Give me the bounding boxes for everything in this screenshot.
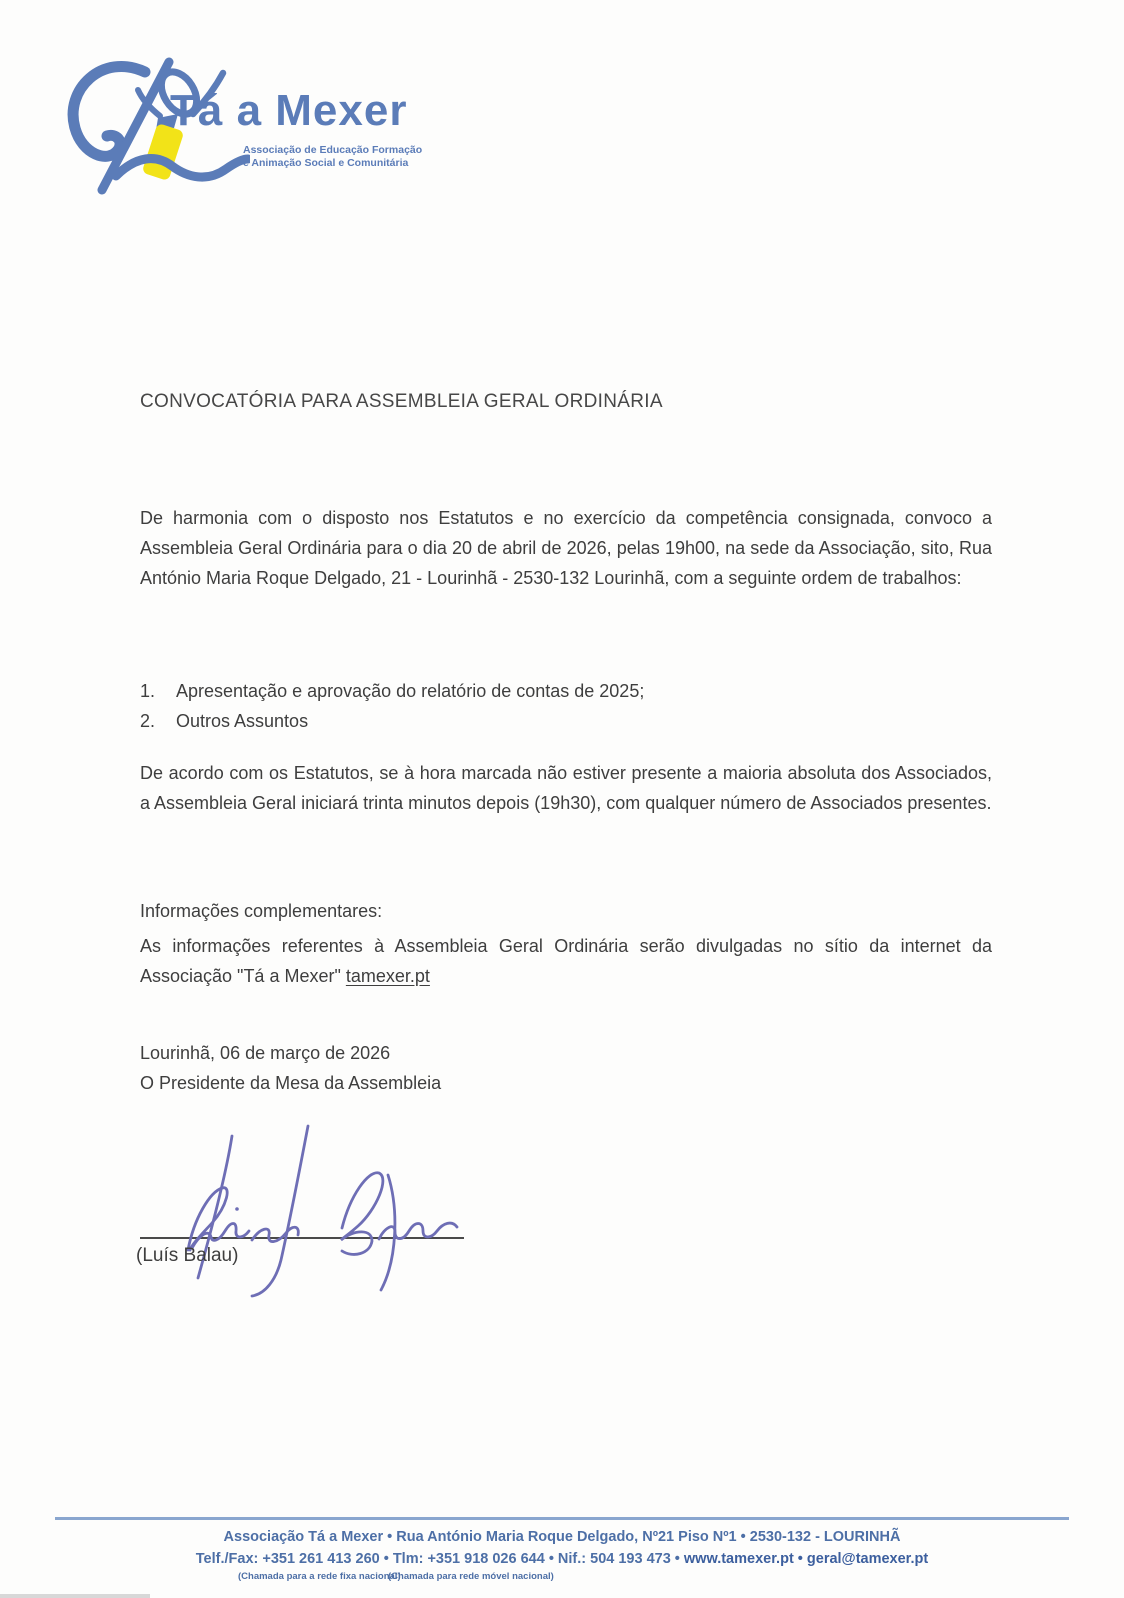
quorum-paragraph: De acordo com os Estatutos, se à hora marcada não estiver presente a maioria absoluta dos Associados, a Assembleia Geral iniciará trinta minutos depois (19h30), com qualquer número de Associados presentes. xyxy=(140,763,992,813)
agenda-item-text: Apresentação e aprovação do relatório de contas de 2025; xyxy=(176,681,645,701)
footer-note-fixed-network: (Chamada para a rede fixa nacional) xyxy=(238,1571,401,1582)
agenda-item xyxy=(140,676,992,706)
website-link[interactable]: tamexer.pt xyxy=(345,966,430,986)
footer-address-line: Associação Tá a Mexer • Rua António Maria Roque Delgado, Nº21 Piso Nº1 • 2530-132 - LOURINHÃ xyxy=(223,1529,901,1545)
place-date-line: Lourinhã, 06 de março de 2026 xyxy=(140,1043,391,1063)
scan-artifact xyxy=(0,1594,150,1598)
footer-web-email[interactable]: www.tamexer.pt • geral@tamexer.pt xyxy=(683,1551,929,1567)
opening-paragraph: De harmonia com o disposto nos Estatutos e no exercício da competência consignada, convoco a Assembleia Geral Ordinária para o dia 20 de abril de 2026, pelas 19h00, na sede da Associação, sito, Rua António Maria Roque Delgado, 21 - Lourinhã - 2530-132 Lourinhã, com a seguinte ordem de trabalhos: xyxy=(140,508,992,588)
logo-wordmark: Tá a Mexer xyxy=(170,86,408,135)
agenda-list xyxy=(140,676,992,736)
logo-subtitle-line2: e Animação Social e Comunitária xyxy=(243,156,409,169)
logo-subtitle xyxy=(243,144,422,169)
signer-name: (Luís Balau) xyxy=(136,1245,239,1266)
footer-divider xyxy=(55,1517,1069,1520)
footer-note-mobile-network: (Chamada para rede móvel nacional) xyxy=(388,1571,554,1582)
info-heading: Informações complementares: xyxy=(140,901,383,921)
president-title-line: O Presidente da Mesa da Assembleia xyxy=(140,1073,442,1093)
handwritten-signature xyxy=(148,1108,484,1298)
agenda-item-text: Outros Assuntos xyxy=(176,711,309,731)
agenda-item-number: 2. xyxy=(140,711,156,731)
logo-subtitle-line1: Associação de Educação Formação xyxy=(243,144,423,156)
association-logo xyxy=(0,0,520,210)
agenda-item-number: 1. xyxy=(140,681,156,701)
agenda-item xyxy=(140,706,992,736)
info-paragraph xyxy=(140,931,992,991)
info-paragraph-text: As informações referentes à Assembleia Geral Ordinária serão divulgadas no sítio da internet da Associação "Tá a Mexer" xyxy=(140,936,992,986)
footer-contacts-line xyxy=(0,1551,1124,1567)
document-title: CONVOCATÓRIA PARA ASSEMBLEIA GERAL ORDINÁRIA xyxy=(140,391,663,412)
footer-phones: Telf./Fax: +351 261 413 260 • Tlm: +351 918 026 644 • Nif.: 504 193 473 • xyxy=(195,1551,684,1567)
